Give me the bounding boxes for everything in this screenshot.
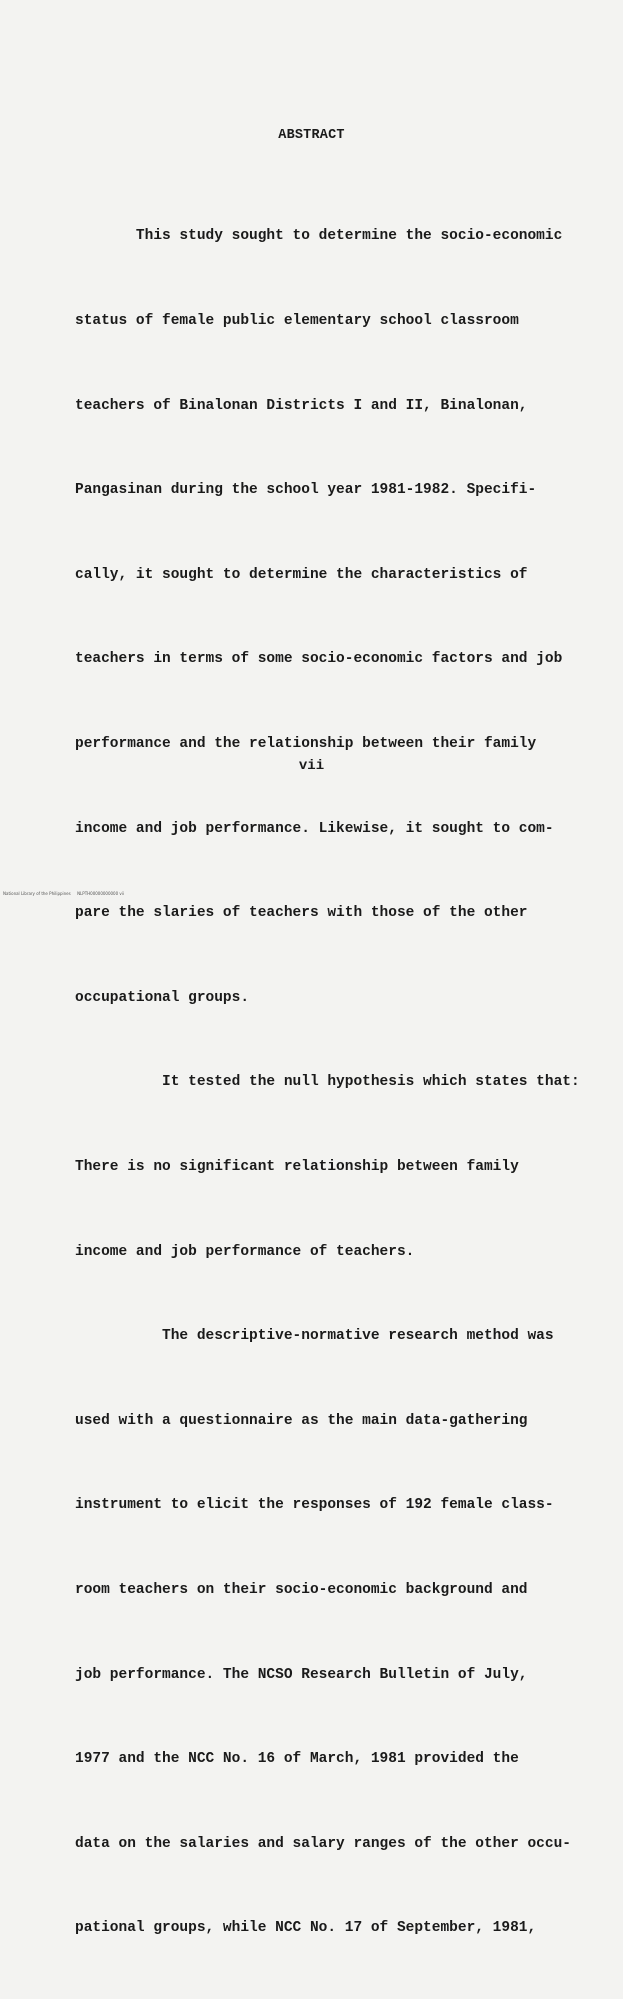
- body-line-21: pational groups, while NCC No. 17 of September, 1981,: [75, 1920, 537, 1937]
- body-line-14: The descriptive-normative research method was: [75, 1328, 554, 1345]
- body-line-10: occupational groups.: [75, 989, 250, 1006]
- body-line-20: data on the salaries and salary ranges of the other occu-: [75, 1835, 571, 1852]
- body-line-13: income and job performance of teachers.: [75, 1243, 415, 1260]
- body-line-5: cally, it sought to determine the characteristics of: [75, 566, 528, 583]
- body-line-11: It tested the null hypothesis which states that:: [75, 1074, 580, 1091]
- body-line-15: used with a questionnaire as the main data-gathering: [75, 1412, 528, 1429]
- body-line-6: teachers in terms of some socio-economic factors and job: [75, 651, 563, 668]
- body-line-1: This study sought to determine the socio-economic: [75, 228, 563, 245]
- body-line-19: 1977 and the NCC No. 16 of March, 1981 provided the: [75, 1751, 519, 1768]
- body-line-2: status of female public elementary school classroom: [75, 313, 519, 329]
- body-line-7: performance and the relationship between their family: [75, 735, 537, 752]
- body-line-8: income and job performance. Likewise, it sought to com-: [75, 820, 554, 837]
- abstract-body: [75, 166, 595, 1999]
- body-line-9: pare the slaries of teachers with those of the other: [75, 905, 528, 922]
- body-line-12: There is no significant relationship between family: [75, 1158, 519, 1175]
- abstract-heading: ABSTRACT: [278, 128, 345, 143]
- page-number: vii: [298, 758, 325, 774]
- scan-footer: National Library of the Philippines NLPTH00000000000 vii: [3, 891, 125, 896]
- body-line-16: instrument to elicit the responses of 192 female class-: [75, 1497, 554, 1514]
- body-line-17: room teachers on their socio-economic background and: [75, 1581, 528, 1598]
- body-line-3: teachers of Binalonan Districts I and II, Binalonan,: [75, 397, 528, 414]
- body-line-18: job performance. The NCSO Research Bulletin of July,: [75, 1666, 528, 1683]
- body-line-4: Pangasinan during the school year 1981-1982. Specifi-: [75, 482, 537, 499]
